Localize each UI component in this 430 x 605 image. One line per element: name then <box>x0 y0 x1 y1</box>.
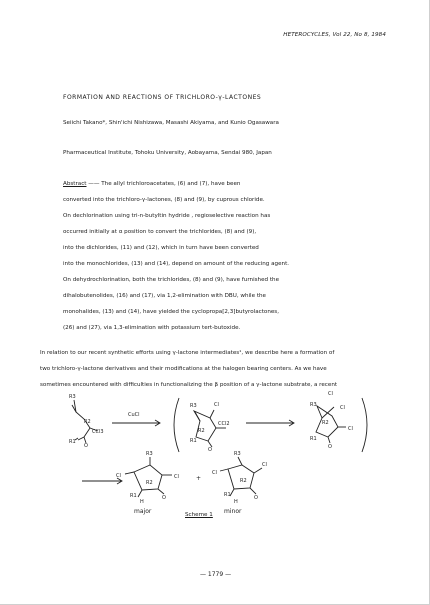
atom-r1-a: R1 <box>69 439 76 445</box>
atom-o-a: O <box>84 443 88 449</box>
scheme-caption: Scheme 1 <box>185 512 213 518</box>
abstract-line-9: monohalides, (13) and (14), have yielded the cyclopropa[2,3]butyrolactones, <box>63 309 280 315</box>
atom-cl-b: Cl <box>214 402 219 408</box>
body-line-2: two trichloro-γ-lactone derivatives and their modifications at the halogen bearing centers. As we have <box>40 366 327 372</box>
body-line-1: In relation to our recent synthetic efforts using γ-lactone intermediates¹, we describe here a formation of <box>40 350 335 356</box>
body-line-3: sometimes encountered with difficulties in functionalizing the β position of a γ-lactone substrate, a recent <box>40 382 338 388</box>
atom-r2-b: R2 <box>198 428 205 434</box>
abstract-line-3: On dechlorination using tri-n-butyltin hydride , regioselective reaction has <box>63 213 271 219</box>
article-title: FORMATION AND REACTIONS OF TRICHLORO-γ-LACTONES <box>63 94 262 101</box>
atom-r1-c: R1 <box>310 436 317 442</box>
atom-cl-e2: Cl <box>262 462 267 468</box>
atom-r3-a: R3 <box>69 394 76 400</box>
atom-cl-c3: Cl <box>348 426 353 432</box>
label-minor: minor <box>224 508 242 515</box>
abstract-line-2: converted into the trichloro-γ-lactones, (8) and (9), by cuprous chloride. <box>63 197 265 203</box>
atom-r1-d: R1 <box>130 493 137 499</box>
atom-r2-a: R2 <box>84 419 91 425</box>
abstract-line-8: dihalobutenolides, (16) and (17), via 1,2-elimination with DBU, while the <box>63 293 266 299</box>
abstract-line-6: into the monochlorides, (13) and (14), depend on amount of the reducing agent. <box>63 261 290 267</box>
atom-r1-b: R1 <box>190 438 197 444</box>
page-number: — 1779 — <box>200 571 232 578</box>
atom-o-d: O <box>162 495 166 501</box>
atom-r2-e: R2 <box>240 478 247 484</box>
abstract-line-4: occurred initially at α position to convert the trichlorides, (8) and (9), <box>63 229 257 235</box>
atom-ccl3: CCl3 <box>92 429 104 435</box>
atom-h-e: H <box>234 499 238 505</box>
atom-ccl2: CCl2 <box>218 421 230 427</box>
atom-r3-b: R3 <box>190 403 197 409</box>
abstract-line-10: (26) and (27), via 1,3-elimination with potassium tert-butoxide. <box>63 325 241 331</box>
atom-cl-c2: Cl <box>340 405 345 411</box>
abstract-dash: —— <box>86 181 102 187</box>
abstract-label: Abstract <box>63 181 87 187</box>
atom-h-d: H <box>140 499 144 505</box>
atom-r3-d: R3 <box>146 451 153 457</box>
reagent-cucl: CuCl <box>128 412 140 418</box>
journal-header: HETEROCYCLES, Vol 22, No 8, 1984 <box>283 32 386 38</box>
atom-r3-c: R3 <box>310 402 317 408</box>
atom-r3-e: R3 <box>234 451 241 457</box>
abstract-line-7: On dehydrochlorination, both the trichlorides, (8) and (9), have furnished the <box>63 277 280 283</box>
label-major: major <box>134 508 152 515</box>
atom-o-b: O <box>208 447 212 453</box>
atom-cl-d1: Cl <box>116 473 121 479</box>
atom-cl-d2: Cl <box>174 474 179 480</box>
affiliation: Pharmaceutical Institute, Tohoku University, Aobayama, Sendai 980, Japan <box>63 150 272 156</box>
author-list: Seiichi Takano*, Shin'ichi Nishizawa, Masashi Akiyama, and Kunio Ogasawara <box>63 120 279 126</box>
atom-o-e: O <box>254 495 258 501</box>
atom-cl-c1: Cl <box>328 391 333 397</box>
abstract-text-1: The allyl trichloroacetates, (6) and (7), have been <box>101 181 241 187</box>
atom-o-c: O <box>328 444 332 450</box>
atom-r2-c: R2 <box>322 420 329 426</box>
plus-sign: + <box>196 475 202 482</box>
abstract-line-5: into the dichlorides, (11) and (12), which in turn have been converted <box>63 245 259 251</box>
atom-r2-d: R2 <box>146 480 153 486</box>
atom-cl-e1: Cl <box>212 470 217 476</box>
atom-r1-e: R1 <box>224 492 231 498</box>
